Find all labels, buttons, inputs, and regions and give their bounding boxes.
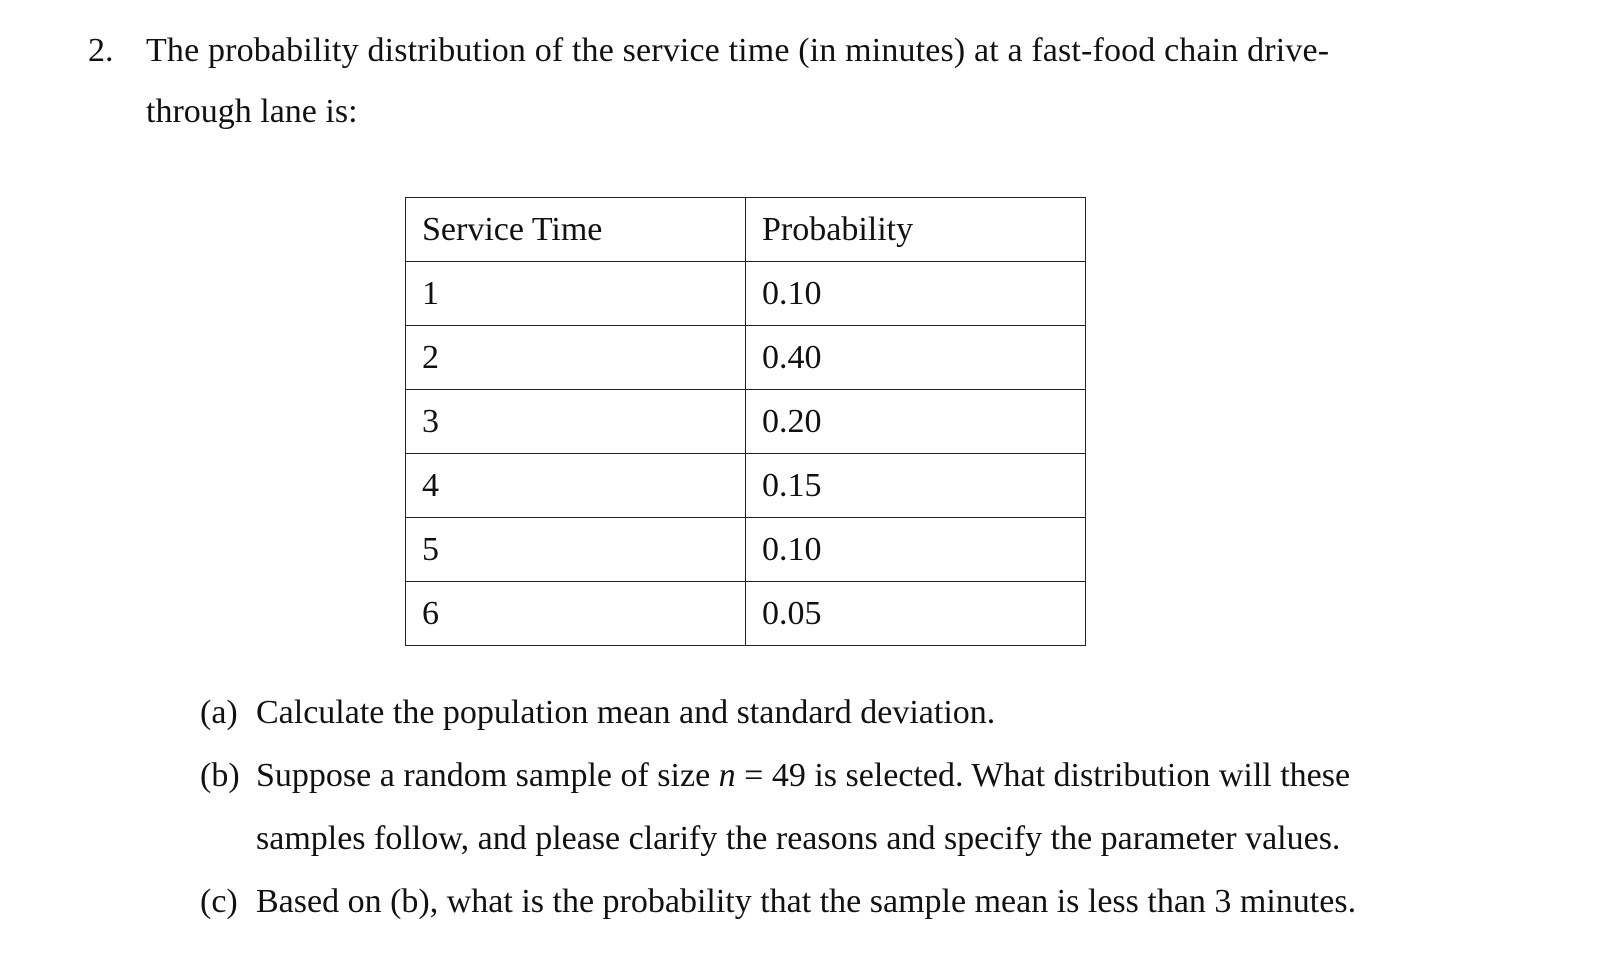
part-a-text: Calculate the population mean and standard deviation. xyxy=(256,694,996,731)
question-number: 2. xyxy=(88,32,114,69)
table-row xyxy=(406,518,1086,582)
sample-size-variable: n xyxy=(718,757,736,794)
header-service-time: Service Time xyxy=(406,198,746,262)
part-a-label: (a) xyxy=(200,694,238,731)
probability-distribution-table xyxy=(405,197,1086,646)
part-c-text: Based on (b), what is the probability that the sample mean is less than 3 minutes. xyxy=(256,883,1357,920)
probability-cell: 0.05 xyxy=(746,582,1086,646)
header-probability: Probability xyxy=(746,198,1086,262)
probability-cell: 0.20 xyxy=(746,390,1086,454)
table-row xyxy=(406,262,1086,326)
part-b-text-line-2: samples follow, and please clarify the reasons and specify the parameter values. xyxy=(256,820,1341,857)
table-row xyxy=(406,326,1086,390)
service-time-cell: 3 xyxy=(406,390,746,454)
part-b-text-line-1 xyxy=(256,756,1350,796)
table-row xyxy=(406,582,1086,646)
part-b-label: (b) xyxy=(200,757,240,794)
part-b-text-after: 49 is selected. What distribution will these xyxy=(771,757,1351,794)
part-c-label: (c) xyxy=(200,883,238,920)
service-time-cell: 1 xyxy=(406,262,746,326)
probability-cell: 0.10 xyxy=(746,518,1086,582)
probability-cell: 0.10 xyxy=(746,262,1086,326)
probability-cell: 0.15 xyxy=(746,454,1086,518)
service-time-cell: 6 xyxy=(406,582,746,646)
probability-cell: 0.40 xyxy=(746,326,1086,390)
equals-sign: = xyxy=(735,757,772,794)
service-time-cell: 4 xyxy=(406,454,746,518)
service-time-cell: 5 xyxy=(406,518,746,582)
table-header-row xyxy=(406,198,1086,262)
table-row xyxy=(406,454,1086,518)
part-b-text-before: Suppose a random sample of size xyxy=(256,757,719,794)
service-time-cell: 2 xyxy=(406,326,746,390)
question-text-line-2: through lane is: xyxy=(146,93,358,130)
probability-table-container xyxy=(405,197,1086,646)
question-text-line-1: The probability distribution of the service time (in minutes) at a fast-food chain drive- xyxy=(146,32,1330,69)
table-row xyxy=(406,390,1086,454)
